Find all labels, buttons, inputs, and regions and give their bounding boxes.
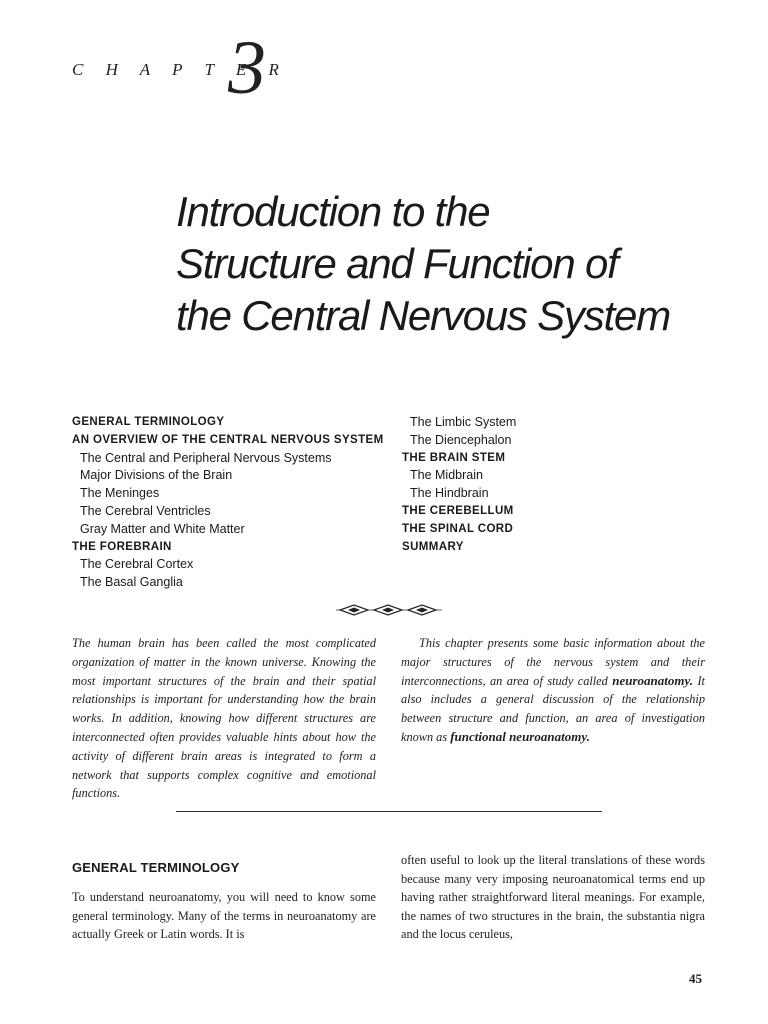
toc-right-column bbox=[402, 414, 722, 556]
toc-subsection-item: The Cerebral Cortex bbox=[80, 557, 194, 572]
horizontal-rule bbox=[176, 811, 602, 812]
key-term: functional neuroanatomy. bbox=[450, 728, 590, 744]
chapter-label: C H A P T E R bbox=[72, 60, 288, 79]
toc-section-heading: THE BRAIN STEM bbox=[402, 451, 506, 464]
abstract-right-text: It also includes a general discussion of the relationship between structure and function, an area of investigation known as bbox=[401, 673, 705, 744]
toc-subsection-item: The Limbic System bbox=[410, 415, 517, 429]
abstract-right bbox=[401, 634, 705, 747]
toc-section-heading: THE SPINAL CORD bbox=[402, 522, 514, 535]
section-ornament bbox=[336, 603, 442, 617]
toc-left-column bbox=[72, 414, 392, 592]
toc-section-heading: AN OVERVIEW OF THE CENTRAL NERVOUS SYSTEM bbox=[72, 433, 384, 446]
toc-section-heading: THE FOREBRAIN bbox=[72, 540, 172, 553]
toc-subsection-item: The Hindbrain bbox=[410, 486, 489, 501]
toc-subsection-item: The Diencephalon bbox=[410, 432, 512, 447]
body-text-left: To understand neuroanatomy, you will need to know some general terminology. Many of the terms in neuroanatomy are actually Greek or Latin words. It is bbox=[72, 890, 376, 942]
toc-section-heading: THE CEREBELLUM bbox=[402, 504, 514, 517]
toc-subsection-item: The Basal Ganglia bbox=[80, 575, 183, 590]
toc-subsection-item: Major Divisions of the Brain bbox=[80, 468, 233, 483]
body-text-right: often useful to look up the literal translations of these words because many very imposing neuroanatomical terms end up having rather straightforward literal meanings. For example, the names of two structures in the brain, the substantia nigra and the locus ceruleus, bbox=[401, 853, 705, 942]
chapter-title-line: Structure and Function of bbox=[176, 240, 618, 287]
toc-section-heading: GENERAL TERMINOLOGY bbox=[72, 416, 225, 428]
chapter-title-line: the Central Nervous System bbox=[176, 292, 671, 339]
section-heading: GENERAL TERMINOLOGY bbox=[72, 860, 240, 875]
chapter-title-line: Introduction to the bbox=[176, 188, 490, 235]
toc-subsection-item: The Cerebral Ventricles bbox=[80, 503, 211, 518]
toc-subsection-item: Gray Matter and White Matter bbox=[80, 521, 245, 536]
key-term: neuroanatomy. bbox=[612, 672, 694, 688]
chapter-number: 3 bbox=[228, 26, 266, 110]
page-number: 45 bbox=[689, 971, 702, 986]
abstract-right-text: This chapter presents some basic information about the major structures of the nervous system and their interconnections, an area of study called bbox=[401, 636, 705, 688]
chapter-title bbox=[176, 186, 746, 342]
toc-subsection-item: The Midbrain bbox=[410, 468, 483, 483]
toc-section-heading: SUMMARY bbox=[402, 540, 464, 553]
toc-subsection-item: The Central and Peripheral Nervous Systems bbox=[80, 450, 332, 465]
abstract-left: The human brain has been called the most complicated organization of matter in the known universe. Knowing the most important structures of the brain and their spatial relationships is important for understanding how the brain works. In addition, knowing how different structures are interconnected often provides valuable hints about how the activity of different brain areas is integrated to form a network that supports complex cognitive and emotional functions. bbox=[72, 636, 376, 801]
toc-subsection-item: The Meninges bbox=[80, 486, 160, 501]
